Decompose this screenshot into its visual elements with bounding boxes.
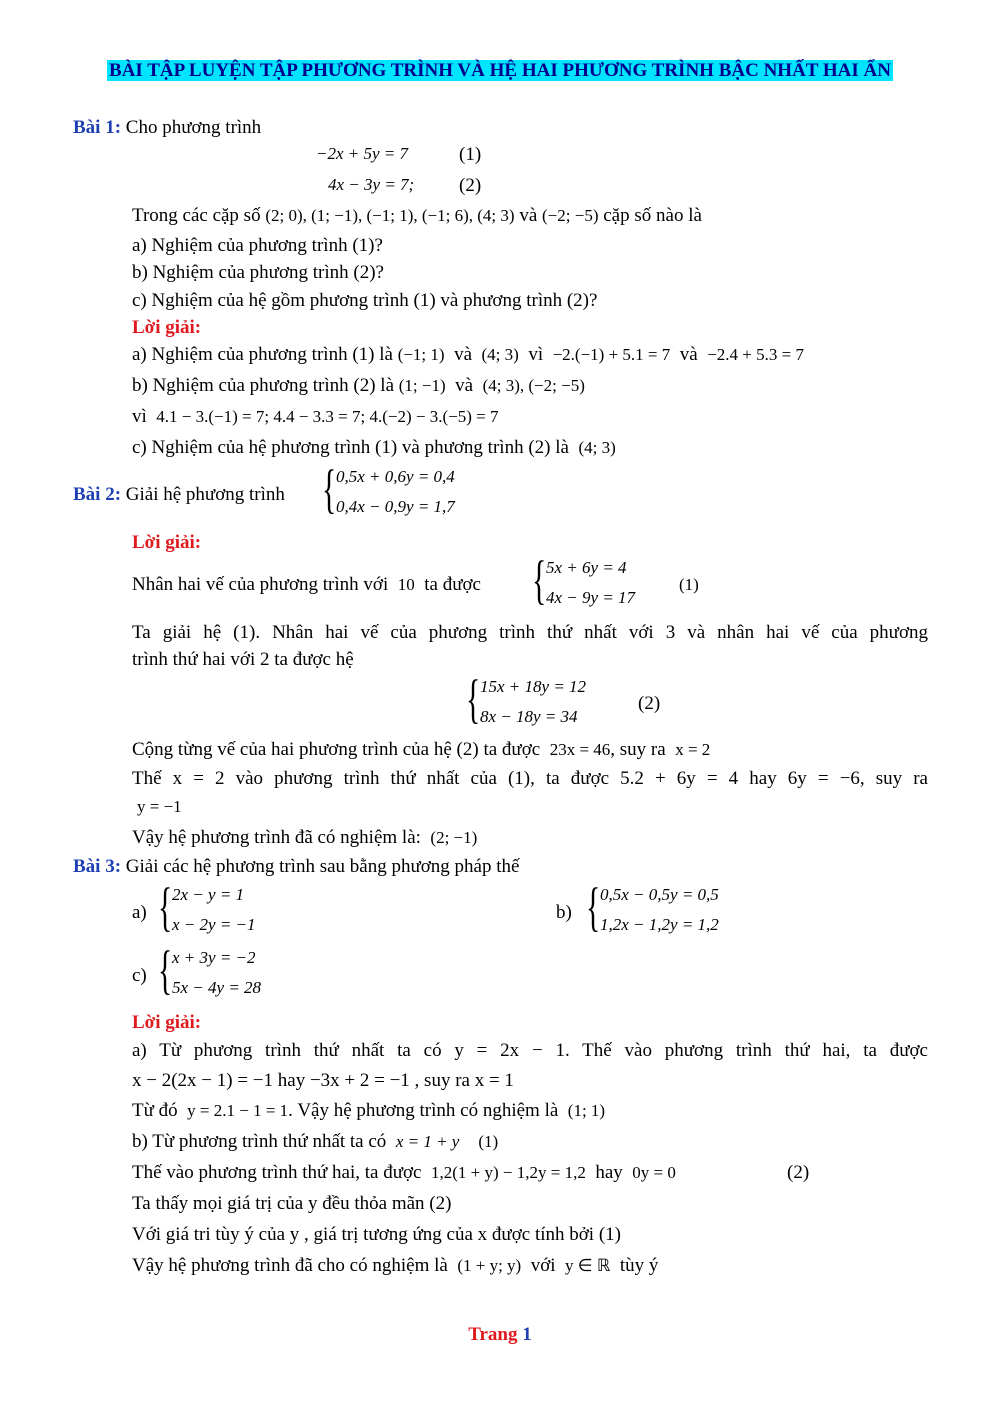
bai2-solution-label: Lời giải: (132, 532, 202, 553)
bai3-sol-b4: Với giá tri tùy ý của y , giá trị tương ứng của x được tính bởi (1) (132, 1224, 621, 1245)
bai1-heading (73, 115, 261, 141)
bai2-heading (73, 482, 285, 508)
brace-icon: { (158, 877, 173, 937)
bai1-qc: c) Nghiệm của hệ gồm phương trình (1) và phương trình (2)? (132, 290, 598, 311)
bai3-sol-b5: Vậy hệ phương trình đã cho có nghiệm là (1 + y; y) với y ∈ ℝ tùy ý (132, 1255, 659, 1276)
bai1-question: Trong các cặp số (2; 0), (1; −1), (−1; 1), (−1; 6), (4; 3) và (−2; −5) cặp số nào là (132, 205, 702, 226)
bai1-intro: Cho phương trình (125, 117, 262, 138)
bai1-pairs: (2; 0), (1; −1), (−1; 1), (−1; 6), (4; 3) (265, 206, 515, 225)
bai3-sol-a2: x − 2(2x − 1) = −1 hay −3x + 2 = −1 , suy ra x = 1 (132, 1070, 514, 1091)
bai1-eq1-num: (1) (459, 144, 482, 165)
page-footer (0, 1322, 1000, 1348)
bai1-solution-label: Lời giải: (132, 317, 202, 338)
bai1-qa: a) Nghiệm của phương trình (1)? (132, 235, 383, 256)
bai2-line6: y = −1 (137, 797, 182, 816)
bai3-heading (73, 854, 519, 880)
bai3-intro: Giải các hệ phương trình sau bằng phương pháp thế (125, 856, 520, 877)
bai1-sol-b: b) Nghiệm của phương trình (2) là (1; −1) và (4; 3), (−2; −5) (132, 375, 585, 396)
bai2-label: Bài 2: (73, 484, 122, 505)
bai2-line4: Cộng từng vế của hai phương trình của hệ (2) ta được 23x = 46, suy ra x = 2 (132, 739, 711, 760)
bai1-eq2-num: (2) (459, 175, 482, 196)
bai3-label: Bài 3: (73, 856, 122, 877)
bai1-sol-b-reason: vì 4.1 − 3.(−1) = 7; 4.4 − 3.3 = 7; 4.(−2) − 3.(−5) = 7 (132, 406, 499, 427)
footer-label: Trang (468, 1324, 518, 1345)
bai1-eq2: 4x − 3y = 7; (328, 175, 415, 194)
bai2-line1: Nhân hai vế của phương trình với 10 ta được (132, 574, 481, 595)
bai3-sol-b2: Thế vào phương trình thứ hai, ta được 1,2(1 + y) − 1,2y = 1,2 hay 0y = 0 (132, 1162, 676, 1183)
bai1-qb: b) Nghiệm của phương trình (2)? (132, 262, 384, 283)
page-title: BÀI TẬP LUYỆN TẬP PHƯƠNG TRÌNH VÀ HỆ HAI PHƯƠNG TRÌNH BẬC NHẤT HAI ẨN (109, 60, 891, 81)
bai3-sol-b3: Ta thấy mọi giá trị của y đều thỏa mãn (2) (132, 1193, 452, 1214)
bai1-sol-a: a) Nghiệm của phương trình (1) là (−1; 1) và (4; 3) vì −2.(−1) + 5.1 = 7 và −2.4 + 5.3 = 7 (132, 344, 804, 365)
bai2-line5: Thế x = 2 vào phương trình thứ nhất của (1), ta được 5.2 + 6y = 4 hay 6y = −6, suy ra (132, 768, 928, 789)
bai1-eq1: −2x + 5y = 7 (316, 144, 409, 163)
brace-icon: { (466, 669, 481, 729)
page-number: 1 (522, 1324, 532, 1345)
bai2-line2: Ta giải hệ (1). Nhân hai vế của phương trình thứ nhất với 3 và nhân hai vế của phương (132, 622, 928, 643)
bai3-sol-a1: a) Từ phương trình thứ nhất ta có y = 2x − 1. Thế vào phương trình thứ hai, ta được (132, 1040, 928, 1061)
document-page: BÀI TẬP LUYỆN TẬP PHƯƠNG TRÌNH VÀ HỆ HAI PHƯƠNG TRÌNH BẬC NHẤT HAI ẨN Bài 1: Cho phương trình −2x + 5y = 7 (1) 4x − 3y = 7; (2) Trong các cặp số (2; 0), (1; −1), (−1; 1), (−1; 6), (4; 3) và (−2; −5) cặp số nào là a) Nghiệm của phương trình (1)? b) Nghiệm của phương trình (2)? c) Nghiệm của hệ gồm phương trình (1) và phương trình (2)? Lời giải: a) Nghiệm của phương trình (1) là (−1; 1) và (4; 3) vì −2.(−1) + 5.1 = 7 và −2.4 + 5.3 = 7 b) Nghiệm của phương trình (2) là (1; −1) và (4; 3), (−2; −5) vì 4.1 − 3.(−1) = 7; 4.4 − 3.3 = 7; 4.(−2) − 3.(−5) = 7 c) Nghiệm của hệ phương trình (1) và phương trình (2) là (4; 3) Bài 2: Giải hệ phương trình { 0,5x + 0,6y = 0,4 0,4x − 0,9y = 1,7 Lời giải: Nhân hai vế của phương trình với 10 ta được { 5x + 6y = 4 4x − 9y = 17 (1) Ta giải hệ (1). Nhân hai vế của phương trình thứ nhất với 3 và nhân hai vế của phương trình thứ hai với 2 ta được hệ { 15x + 18y = 12 8x − 18y = 34 (2) Cộng từng vế của hai phương trình của hệ (2) ta được 23x = 46, suy ra x = 2 Thế x = 2 vào phương trình thứ nhất của (1), ta được 5.2 + 6y = 4 hay 6y = −6, suy ra y = −1 Vậy hệ phương trình đã có nghiệm là: (2; −1) Bài 3: Giải các hệ phương trình sau bằng phương pháp thế a) { 2x − y = 1 x − 2y = −1 b) { 0,5x − 0,5y = 0,5 1,2x − 1,2y = 1,2 c) { x + 3y = −2 5x − 4y = 28 Lời giải: a) Từ phương trình thứ nhất ta có y = 2x − 1. Thế vào phương trình thứ hai, ta được x − 2(2x − 1) = −1 hay −3x + 2 = −1 , suy ra x = 1 Từ đó y = 2.1 − 1 = 1. Vậy hệ phương trình có nghiệm là (1; 1) b) Từ phương trình thứ nhất ta có x = 1 + y (1) Thế vào phương trình thứ hai, ta được 1,2(1 + y) − 1,2y = 1,2 hay 0y = 0 (2) Ta thấy mọi giá trị của y đều thỏa mãn (2) Với giá tri tùy ý của y , giá trị tương ứng của x được tính bởi (1) Vậy hệ phương trình đã cho có nghiệm là (1 + y; y) với y ∈ ℝ tùy ý Trang 1 (0, 0, 1000, 1415)
brace-icon: { (532, 550, 547, 610)
bai2-line3: trình thứ hai với 2 ta được hệ (132, 649, 354, 670)
brace-icon: { (586, 877, 601, 937)
bai3-solution-label: Lời giải: (132, 1012, 202, 1033)
bai1-label: Bài 1: (73, 117, 122, 138)
brace-icon: { (322, 459, 337, 519)
bai2-line7: Vậy hệ phương trình đã có nghiệm là: (2; −1) (132, 827, 478, 848)
bai2-intro: Giải hệ phương trình (125, 484, 285, 505)
bai1-sol-c: c) Nghiệm của hệ phương trình (1) và phương trình (2) là (4; 3) (132, 437, 616, 458)
brace-icon: { (158, 940, 173, 1000)
bai3-sol-b1: b) Từ phương trình thứ nhất ta có x = 1 + y (1) (132, 1131, 499, 1152)
bai3-sol-a3: Từ đó y = 2.1 − 1 = 1. Vậy hệ phương trình có nghiệm là (1; 1) (132, 1100, 606, 1121)
